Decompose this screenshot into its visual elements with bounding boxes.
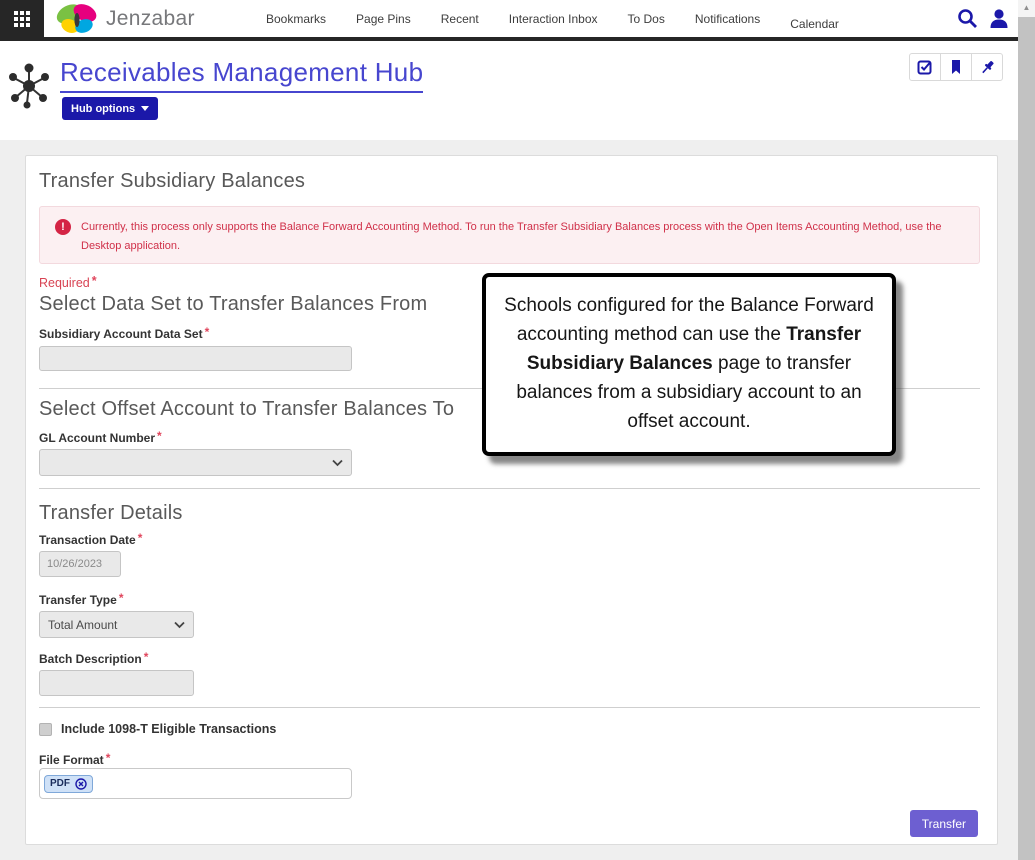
gl-account-select[interactable] bbox=[39, 449, 352, 476]
batch-description-label: Batch Description * bbox=[39, 650, 149, 666]
gl-account-label: GL Account Number * bbox=[39, 429, 162, 445]
caret-down-icon bbox=[141, 106, 149, 111]
logo-wordmark: Jenzabar bbox=[106, 7, 195, 30]
required-asterisk: * bbox=[91, 274, 97, 288]
pin-icon bbox=[979, 59, 996, 76]
nav-item-bookmarks[interactable]: Bookmarks bbox=[266, 11, 327, 26]
bookmark-button[interactable] bbox=[940, 53, 972, 81]
nav-item-calendar[interactable]: Calendar bbox=[790, 16, 839, 31]
page-header bbox=[0, 41, 1035, 140]
chevron-down-icon bbox=[332, 459, 343, 467]
batch-description-input[interactable] bbox=[39, 670, 194, 696]
top-nav bbox=[0, 0, 1035, 41]
transaction-date-label: Transaction Date * bbox=[39, 531, 143, 547]
subsidiary-account-input[interactable] bbox=[39, 346, 352, 371]
card-title: Transfer Subsidiary Balances bbox=[39, 170, 306, 192]
divider bbox=[39, 488, 980, 489]
section-title-transfer-details: Transfer Details bbox=[39, 502, 183, 524]
callout-text-before: Schools configured for the Balance Forward accounting method can use the bbox=[504, 295, 874, 345]
hub-molecule-icon bbox=[5, 57, 55, 113]
divider bbox=[39, 707, 980, 708]
transaction-date-input[interactable] bbox=[39, 551, 121, 577]
section-title-data-set: Select Data Set to Transfer Balances From bbox=[39, 293, 428, 315]
pin-button[interactable] bbox=[971, 53, 1003, 81]
asterisk: * bbox=[157, 429, 162, 443]
transfer-button[interactable]: Transfer bbox=[910, 810, 978, 837]
asterisk: * bbox=[105, 751, 111, 765]
grid-icon bbox=[14, 11, 30, 27]
warning-text: Currently, this process only supports the Balance Forward Accounting Method. To run the Transfer Subsidiary Balances process with the Open Items Accounting Method, use the Desktop application. bbox=[81, 221, 942, 252]
transfer-type-select[interactable] bbox=[39, 611, 194, 638]
required-note: Required * bbox=[39, 274, 97, 290]
callout-text-bold: Transfer Subsidiary Balances bbox=[526, 324, 862, 374]
file-format-input[interactable] bbox=[39, 768, 352, 799]
nav-item-to-dos[interactable]: To Dos bbox=[627, 11, 665, 26]
user-icon[interactable] bbox=[989, 8, 1009, 29]
hub-options-label: Hub options bbox=[71, 102, 136, 115]
file-format-chip bbox=[44, 775, 93, 793]
annotation-callout bbox=[482, 273, 896, 456]
subsidiary-account-label: Subsidiary Account Data Set * bbox=[39, 325, 210, 341]
transfer-type-label: Transfer Type * bbox=[39, 591, 124, 607]
butterfly-logo-icon bbox=[52, 2, 102, 36]
nav-item-recent[interactable]: Recent bbox=[440, 11, 479, 26]
transfer-type-value: Total Amount bbox=[48, 617, 118, 632]
scroll-up-arrow-icon[interactable]: ▲ bbox=[1022, 3, 1031, 12]
error-icon: ! bbox=[55, 219, 71, 235]
hub-options-button[interactable] bbox=[62, 97, 158, 120]
include-1098t-label: Include 1098-T Eligible Transactions bbox=[61, 722, 277, 736]
nav-links bbox=[266, 0, 839, 37]
scrollbar-thumb[interactable] bbox=[1018, 17, 1035, 860]
nav-item-page-pins[interactable]: Page Pins bbox=[356, 11, 411, 26]
chip-label: PDF bbox=[50, 778, 70, 789]
tasks-check-icon bbox=[917, 59, 933, 75]
warning-banner bbox=[39, 206, 980, 264]
nav-item-notifications[interactable]: Notifications bbox=[694, 11, 761, 26]
include-1098t-checkbox[interactable] bbox=[39, 723, 52, 736]
remove-chip-icon[interactable] bbox=[75, 778, 87, 790]
file-format-label: File Format * bbox=[39, 751, 111, 767]
asterisk: * bbox=[137, 531, 143, 545]
main-content bbox=[0, 140, 1035, 860]
section-title-offset-account: Select Offset Account to Transfer Balances To bbox=[39, 398, 455, 420]
page-title-link[interactable]: Receivables Management Hub bbox=[60, 57, 423, 93]
jenzabar-logo[interactable] bbox=[52, 2, 195, 36]
bookmark-icon bbox=[949, 59, 963, 75]
transfer-subsidiary-balances-card bbox=[25, 155, 998, 845]
asterisk: * bbox=[204, 325, 210, 339]
search-icon[interactable] bbox=[957, 8, 978, 29]
app-launcher-button[interactable] bbox=[0, 0, 44, 37]
scrollbar bbox=[1018, 0, 1035, 860]
callout-text-after: page to transfer balances from a subsidiary account to an offset account. bbox=[516, 353, 862, 432]
header-action-buttons bbox=[910, 53, 1003, 81]
nav-item-interaction-inbox[interactable]: Interaction Inbox bbox=[508, 11, 598, 26]
nav-icons bbox=[957, 0, 1009, 37]
asterisk: * bbox=[143, 650, 149, 664]
tasks-button[interactable] bbox=[909, 53, 941, 81]
asterisk: * bbox=[118, 591, 124, 605]
chevron-down-icon bbox=[174, 621, 185, 629]
